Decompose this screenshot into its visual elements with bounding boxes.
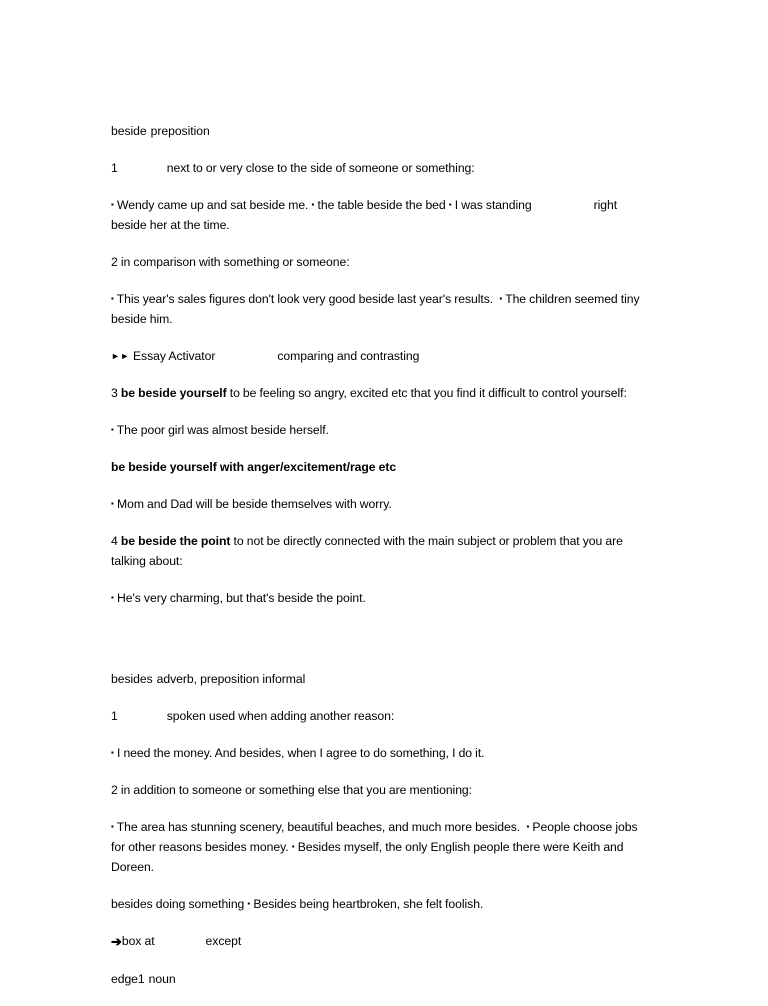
- sense-1-besides: [111, 706, 651, 726]
- sense-2-beside: [111, 252, 651, 272]
- example-text: People choose jobs for other reasons besides money.: [111, 820, 638, 854]
- bullet-icon: ▪: [448, 200, 452, 209]
- document-body: [111, 121, 651, 1006]
- subphrase-beside-yourself-with: [111, 457, 651, 477]
- entry-heading-besides: [111, 669, 651, 689]
- bullet-icon: ▪: [111, 593, 114, 602]
- register-label: spoken: [166, 709, 206, 723]
- bullet-icon: ▪: [111, 200, 114, 209]
- right-arrow-icon: ➔: [111, 934, 122, 949]
- example-text: Besides being heartbroken, she felt foolish.: [253, 897, 484, 911]
- examples-sense-2-besides: [111, 817, 651, 877]
- sense-definition: used when adding another reason:: [208, 709, 395, 723]
- sense-number: 2: [111, 255, 118, 269]
- example-text: The children seemed tiny beside him.: [111, 292, 640, 326]
- part-of-speech-besides: adverb, preposition informal: [156, 672, 306, 686]
- cross-reference-box-at[interactable]: [111, 931, 651, 952]
- examples-sense-2-beside: [111, 289, 651, 329]
- example-text: The area has stunning scenery, beautiful beaches, and much more besides.: [116, 820, 521, 834]
- bullet-icon: ▪: [499, 294, 503, 303]
- part-of-speech-beside: preposition: [150, 124, 210, 138]
- cross-reference-label: box at: [121, 934, 155, 948]
- entry-heading-edge1: [111, 969, 651, 989]
- headword-besides: besides: [111, 672, 153, 686]
- bullet-icon: ▪: [311, 200, 315, 209]
- sense-number: 1: [111, 709, 118, 723]
- sense-4-beside: [111, 531, 651, 571]
- part-of-speech-edge1: noun: [148, 972, 176, 986]
- examples-sense-1-beside: [111, 195, 651, 235]
- sense-number: 3: [111, 386, 118, 400]
- sense-number: 4: [111, 534, 118, 548]
- example-text: the table beside the bed: [317, 198, 446, 212]
- section-spacer: [111, 625, 651, 669]
- sense-3-beside: [111, 383, 651, 403]
- bullet-icon: ▪: [111, 748, 114, 757]
- sense-2-besides: [111, 780, 651, 800]
- sense-number: 1: [111, 161, 118, 175]
- example-text: Wendy came up and sat beside me.: [116, 198, 309, 212]
- sense-phrase: be beside the point: [120, 534, 231, 548]
- examples-sense-3-beside: [111, 420, 651, 440]
- bullet-icon: ▪: [247, 899, 251, 908]
- entry-heading-beside: [111, 121, 651, 141]
- bullet-icon: ▪: [526, 822, 530, 831]
- cross-reference-target[interactable]: except: [205, 934, 242, 948]
- subphrase-besides-doing-something: [111, 894, 651, 914]
- examples-subphrase-1: [111, 494, 651, 514]
- cross-reference-essay-activator[interactable]: [111, 346, 651, 366]
- sense-definition: to be feeling so angry, excited etc that you find it difficult to control yourself:: [229, 386, 627, 400]
- example-text: The poor girl was almost beside herself.: [116, 423, 329, 437]
- sense-number: 2: [111, 783, 118, 797]
- bullet-icon: ▪: [111, 822, 114, 831]
- example-text: Mom and Dad will be beside themselves with worry.: [116, 497, 392, 511]
- sense-definition: in comparison with something or someone:: [120, 255, 350, 269]
- bullet-icon: ▪: [111, 294, 114, 303]
- sense-definition: next to or very close to the side of someone or something:: [166, 161, 475, 175]
- sense-definition: in addition to someone or something else that you are mentioning:: [120, 783, 472, 797]
- double-right-triangle-icon: ►►: [111, 351, 130, 361]
- bullet-icon: ▪: [291, 842, 295, 851]
- subphrase-text: be beside yourself with anger/excitement/rage etc: [111, 460, 397, 474]
- example-text-continued: right beside her at the time.: [111, 198, 618, 232]
- bullet-icon: ▪: [111, 425, 114, 434]
- headword-beside: beside: [111, 124, 147, 138]
- sense-1-beside: [111, 158, 651, 178]
- example-text: He's very charming, but that's beside the point.: [116, 591, 366, 605]
- examples-sense-1-besides: [111, 743, 651, 763]
- example-text: This year's sales figures don't look very good beside last year's results.: [116, 292, 494, 306]
- cross-reference-label: Essay Activator: [132, 349, 216, 363]
- example-text: I need the money. And besides, when I agree to do something, I do it.: [116, 746, 485, 760]
- cross-reference-target[interactable]: comparing and contrasting: [277, 349, 420, 363]
- subphrase-text: besides doing something: [111, 897, 245, 911]
- bullet-icon: ▪: [111, 499, 114, 508]
- example-text: I was standing: [454, 198, 532, 212]
- example-text: Besides myself, the only English people there were Keith and Doreen.: [111, 840, 624, 874]
- sense-phrase: be beside yourself: [120, 386, 227, 400]
- sense-definition: to not be directly connected with the main subject or problem that you are talking about:: [111, 534, 623, 568]
- headword-edge1: edge1: [111, 972, 145, 986]
- examples-sense-4-beside: [111, 588, 651, 608]
